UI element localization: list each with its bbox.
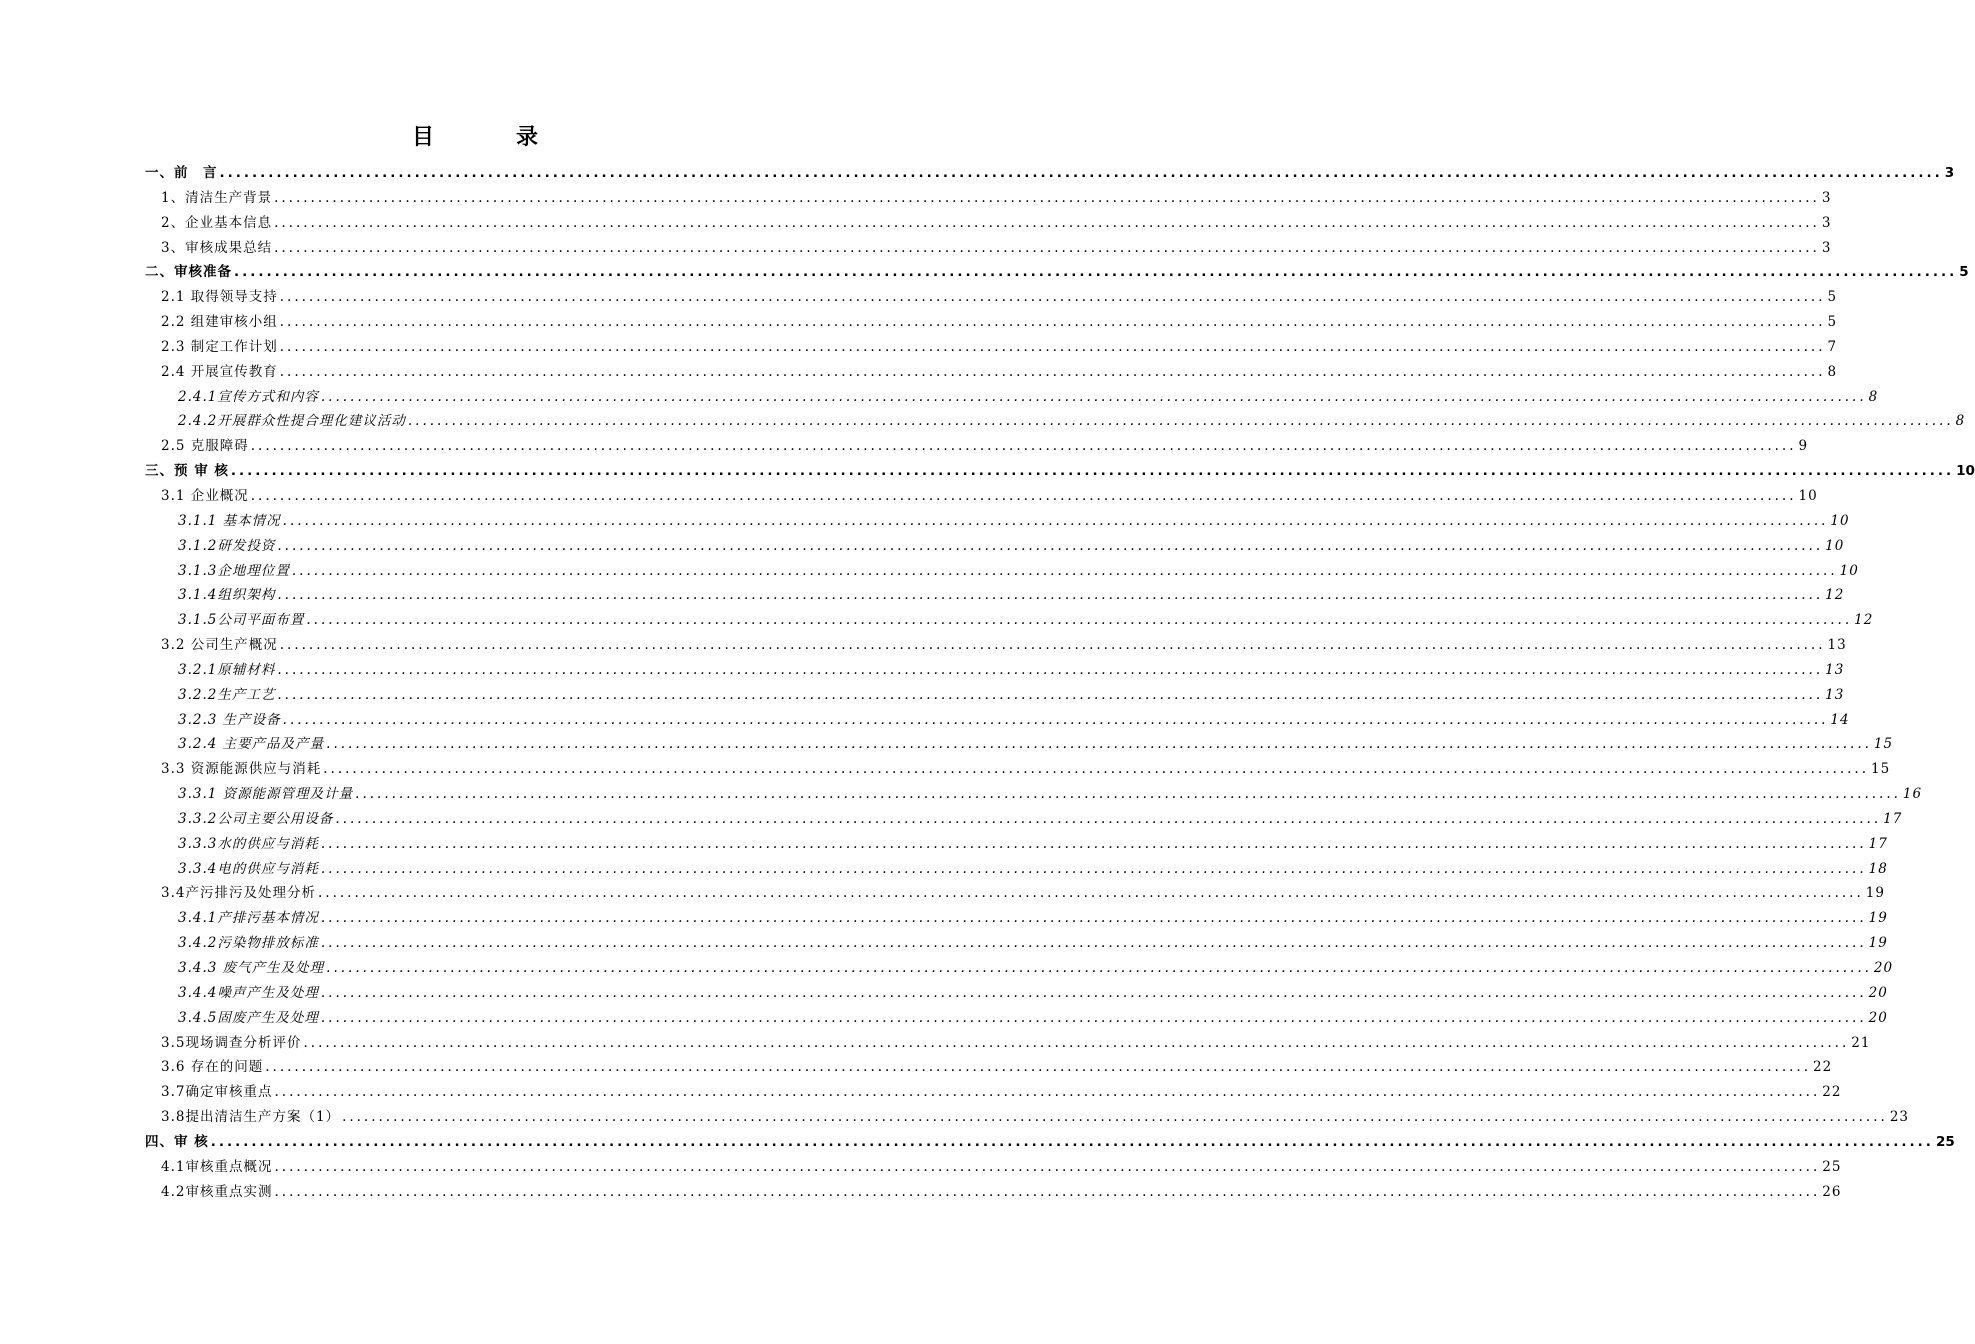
toc-entry-label: 3.3.3水的供应与消耗: [178, 835, 319, 852]
dot-leader: ....................................................................................................................................................................................................................: [342, 1109, 1888, 1126]
toc-entry-page-number: 13: [1825, 686, 1845, 703]
toc-entry[interactable]: [145, 1105, 1909, 1130]
toc-entry-page-number: 5: [1827, 289, 1838, 306]
toc-entry[interactable]: [145, 956, 1894, 981]
dot-leader: ....................................................................................................................................................................................................................: [335, 810, 1882, 827]
toc-entry-label: 3、审核成果总结: [161, 239, 273, 256]
dot-leader: ....................................................................................................................................................................................................................: [306, 612, 1853, 629]
toc-entry-page-number: 13: [1825, 661, 1845, 678]
toc-entry[interactable]: [145, 832, 1888, 857]
toc-entry-label: 3.1.1 基本情况: [178, 512, 281, 529]
toc-entry-page-number: 7: [1827, 338, 1838, 355]
toc-entry[interactable]: [145, 285, 1838, 310]
dot-leader: ....................................................................................................................................................................................................................: [317, 885, 1864, 902]
dot-leader: ....................................................................................................................................................................................................................: [234, 264, 1958, 281]
toc-entry[interactable]: [145, 1055, 1833, 1080]
toc-entry-label: 4.2审核重点实测: [161, 1183, 273, 1200]
toc-entry-label: 3.4.2污染物排放标准: [178, 935, 319, 952]
toc-entry-label: 3.4.5固废产生及处理: [178, 1009, 319, 1026]
dot-leader: ....................................................................................................................................................................................................................: [274, 1084, 1821, 1101]
page-title: 目 录: [411, 125, 568, 150]
toc-entry-label: 3.4.1产排污基本情况: [178, 910, 319, 927]
toc-entry-page-number: 25: [1822, 1158, 1842, 1175]
dot-leader: ....................................................................................................................................................................................................................: [355, 786, 1901, 803]
toc-entry-label: 2.5 克服障碍: [161, 438, 249, 455]
toc-entry-page-number: 13: [1827, 637, 1847, 654]
toc-entry-page-number: 15: [1873, 736, 1894, 753]
dot-leader: ....................................................................................................................................................................................................................: [277, 587, 1824, 604]
toc-entry-page-number: 20: [1868, 1009, 1888, 1026]
toc-entry-label: 3.1.2研发投资: [178, 537, 276, 554]
dot-leader: ....................................................................................................................................................................................................................: [210, 1133, 1934, 1150]
toc-entry-page-number: 17: [1868, 835, 1888, 852]
dot-leader: ....................................................................................................................................................................................................................: [250, 438, 1797, 455]
toc-entry-label: 3.7确定审核重点: [161, 1084, 273, 1101]
toc-entry-label: 3.4产污排污及处理分析: [161, 885, 316, 902]
toc-entry-page-number: 5: [1959, 264, 1969, 281]
toc-entry[interactable]: [145, 782, 1923, 807]
toc-entry-label: 3.2 公司生产概况: [161, 637, 278, 654]
dot-leader: ....................................................................................................................................................................................................................: [230, 463, 1955, 480]
toc-entry-page-number: 10: [1798, 487, 1818, 504]
dot-leader: ....................................................................................................................................................................................................................: [274, 239, 1820, 256]
toc-entry[interactable]: [145, 1080, 1842, 1105]
toc-entry-page-number: 10: [1830, 512, 1850, 529]
toc-entry[interactable]: [145, 1031, 1871, 1056]
toc-entry-page-number: 10: [1956, 463, 1975, 480]
dot-leader: ....................................................................................................................................................................................................................: [277, 661, 1824, 678]
dot-leader: ....................................................................................................................................................................................................................: [274, 1183, 1821, 1200]
toc-entry-label: 2、企业基本信息: [161, 214, 273, 231]
toc-entry-label: 4.1审核重点概况: [161, 1158, 273, 1175]
toc-entry[interactable]: [145, 236, 1832, 261]
toc-entry-page-number: 23: [1889, 1109, 1909, 1126]
toc-entry-page-number: 20: [1873, 960, 1894, 976]
toc-entry[interactable]: [145, 757, 1891, 782]
toc-entry[interactable]: [145, 1180, 1842, 1205]
toc-entry-label: 3.3 资源能源供应与消耗: [161, 761, 322, 778]
dot-leader: ....................................................................................................................................................................................................................: [265, 1059, 1812, 1076]
toc-entry-page-number: 19: [1868, 910, 1888, 927]
toc-entry-label: 3.4.4噪声产生及处理: [178, 984, 319, 1001]
dot-leader: ....................................................................................................................................................................................................................: [326, 960, 1872, 976]
toc-entry[interactable]: [145, 335, 1838, 360]
toc-entry-page-number: 19: [1865, 885, 1885, 902]
toc-entry-label: 3.1 企业概况: [161, 487, 249, 504]
toc-entry[interactable]: [145, 658, 1845, 683]
toc-entry[interactable]: [145, 931, 1888, 956]
toc-entry[interactable]: [145, 732, 1894, 757]
dot-leader: ....................................................................................................................................................................................................................: [320, 935, 1867, 952]
toc-entry-page-number: 12: [1854, 612, 1874, 629]
toc-entry-page-number: 25: [1935, 1133, 1955, 1150]
toc-entry[interactable]: [145, 434, 1809, 459]
toc-entry[interactable]: [145, 484, 1818, 509]
dot-leader: ....................................................................................................................................................................................................................: [279, 314, 1826, 331]
toc-entry[interactable]: [145, 857, 1888, 882]
toc-entry[interactable]: [145, 708, 1850, 733]
toc-entry-page-number: 3: [1944, 165, 1955, 181]
dot-leader: ....................................................................................................................................................................................................................: [320, 388, 1867, 405]
toc-entry-label: 3.1.4组织架构: [178, 587, 276, 604]
toc-entry-page-number: 8: [1955, 413, 1966, 430]
dot-leader: ....................................................................................................................................................................................................................: [407, 413, 1954, 430]
toc-entry-label: 3.3.1 资源能源管理及计量: [178, 786, 354, 803]
toc-entry[interactable]: [145, 161, 1955, 186]
dot-leader: ....................................................................................................................................................................................................................: [279, 338, 1826, 355]
toc-entry-label: 3.2.4 主要产品及产量: [178, 736, 325, 753]
dot-leader: ....................................................................................................................................................................................................................: [320, 984, 1867, 1001]
toc-entry[interactable]: [145, 583, 1845, 608]
toc-entry-label: 3.6 存在的问题: [161, 1059, 264, 1076]
dot-leader: ....................................................................................................................................................................................................................: [277, 686, 1824, 703]
dot-leader: ....................................................................................................................................................................................................................: [274, 214, 1820, 231]
toc-entry-label: 3.5现场调查分析评价: [161, 1034, 302, 1051]
dot-leader: ....................................................................................................................................................................................................................: [303, 1034, 1850, 1051]
dot-leader: ....................................................................................................................................................................................................................: [274, 189, 1820, 206]
dot-leader: ....................................................................................................................................................................................................................: [320, 1009, 1867, 1026]
toc-entry-page-number: 3: [1821, 239, 1832, 256]
toc-entry[interactable]: [145, 608, 1874, 633]
toc-entry-label: 三、预 审 核: [145, 463, 229, 480]
toc-entry[interactable]: [145, 683, 1845, 708]
dot-leader: ....................................................................................................................................................................................................................: [277, 537, 1824, 554]
toc-entry-page-number: 3: [1821, 214, 1832, 231]
toc-entry-page-number: 26: [1822, 1183, 1842, 1200]
toc-entry-label: 3.4.3 废气产生及处理: [178, 960, 325, 976]
toc-entry-page-number: 10: [1839, 562, 1859, 579]
toc-entry-page-number: 14: [1830, 711, 1850, 728]
toc-entry[interactable]: [145, 509, 1850, 534]
toc-entry-page-number: 3: [1821, 189, 1832, 206]
toc-entry[interactable]: [145, 186, 1832, 211]
dot-leader: ....................................................................................................................................................................................................................: [219, 165, 1943, 181]
toc-entry[interactable]: [145, 260, 1969, 285]
toc-entry-page-number: 9: [1798, 438, 1809, 455]
toc-entry[interactable]: [145, 459, 1975, 484]
toc-entry-page-number: 22: [1822, 1084, 1842, 1101]
dot-leader: ....................................................................................................................................................................................................................: [291, 562, 1838, 579]
toc-entry-page-number: 22: [1813, 1059, 1833, 1076]
toc-entry-label: 3.2.3 生产设备: [178, 711, 281, 728]
toc-entry-label: 3.3.4电的供应与消耗: [178, 860, 319, 877]
toc-entry-label: 3.1.5公司平面布置: [178, 612, 305, 629]
dot-leader: ....................................................................................................................................................................................................................: [279, 637, 1826, 654]
toc-entry[interactable]: [145, 881, 1885, 906]
dot-leader: ....................................................................................................................................................................................................................: [323, 761, 1870, 778]
toc-entry-label: 3.8提出清洁生产方案（1）: [161, 1109, 341, 1126]
toc-entry[interactable]: [145, 1155, 1842, 1180]
dot-leader: ....................................................................................................................................................................................................................: [282, 711, 1829, 728]
toc-entry[interactable]: [145, 360, 1838, 385]
toc-entry-page-number: 19: [1868, 935, 1888, 952]
toc-entry-label: 3.3.2公司主要公用设备: [178, 810, 334, 827]
toc-entry-label: 一、前 言: [145, 165, 218, 181]
toc-entry[interactable]: [145, 807, 1903, 832]
toc-entry-label: 2.4.1宣传方式和内容: [178, 388, 319, 405]
dot-leader: ....................................................................................................................................................................................................................: [282, 512, 1829, 529]
dot-leader: ....................................................................................................................................................................................................................: [279, 289, 1826, 306]
toc-entry-page-number: 12: [1825, 587, 1845, 604]
toc-entry-label: 2.4 开展宣传教育: [161, 363, 278, 380]
toc-entry-label: 3.2.2生产工艺: [178, 686, 276, 703]
dot-leader: ....................................................................................................................................................................................................................: [279, 363, 1826, 380]
toc-entry-page-number: 15: [1871, 761, 1891, 778]
toc-entry-label: 3.1.3企地理位置: [178, 562, 290, 579]
toc-entry[interactable]: [145, 385, 1879, 410]
toc-entry[interactable]: [145, 1130, 1955, 1155]
toc-entry[interactable]: [145, 534, 1845, 559]
toc-entry-page-number: 20: [1868, 984, 1888, 1001]
toc-entry-label: 二、审核准备: [145, 264, 232, 281]
toc-entry[interactable]: [145, 409, 1966, 434]
toc-entry-page-number: 17: [1883, 810, 1903, 827]
toc-entry-page-number: 18: [1868, 860, 1888, 877]
toc-entry-page-number: 16: [1902, 786, 1923, 803]
toc-entry-label: 1、清洁生产背景: [161, 189, 273, 206]
toc-entry-page-number: 8: [1827, 363, 1838, 380]
table-of-contents: [145, 161, 1975, 1204]
toc-entry-label: 2.3 制定工作计划: [161, 338, 278, 355]
toc-entry-label: 四、审 核: [145, 1133, 209, 1150]
dot-leader: ....................................................................................................................................................................................................................: [320, 860, 1867, 877]
toc-entry[interactable]: [145, 1006, 1888, 1031]
toc-entry[interactable]: [145, 559, 1859, 584]
toc-entry-label: 3.2.1原辅材料: [178, 661, 276, 678]
toc-entry-page-number: 21: [1851, 1034, 1871, 1051]
dot-leader: ....................................................................................................................................................................................................................: [274, 1158, 1821, 1175]
dot-leader: ....................................................................................................................................................................................................................: [320, 910, 1867, 927]
toc-entry-page-number: 5: [1827, 314, 1838, 331]
toc-entry[interactable]: [145, 906, 1888, 931]
dot-leader: ....................................................................................................................................................................................................................: [326, 736, 1872, 753]
dot-leader: ....................................................................................................................................................................................................................: [250, 487, 1797, 504]
dot-leader: ....................................................................................................................................................................................................................: [320, 835, 1867, 852]
toc-entry-label: 2.4.2开展群众性提合理化建议活动: [178, 413, 406, 430]
toc-entry-label: 2.2 组建审核小组: [161, 314, 278, 331]
toc-entry-label: 2.1 取得领导支持: [161, 289, 278, 306]
toc-entry[interactable]: [145, 633, 1847, 658]
toc-entry-page-number: 8: [1868, 388, 1879, 405]
toc-entry[interactable]: [145, 310, 1838, 335]
toc-entry[interactable]: [145, 981, 1888, 1006]
toc-entry-page-number: 10: [1825, 537, 1845, 554]
toc-entry[interactable]: [145, 211, 1832, 236]
